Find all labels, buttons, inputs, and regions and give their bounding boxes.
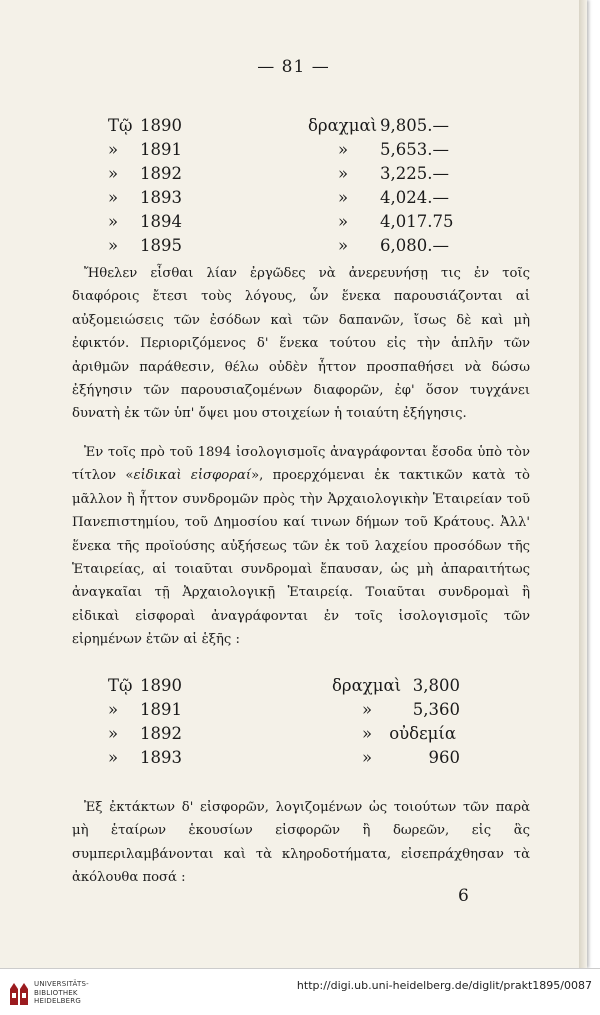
row-label: » (338, 212, 349, 231)
row-year: 1893 (140, 188, 182, 207)
row-value: 960 (428, 748, 460, 767)
row-value: οὐδεμία (389, 724, 456, 743)
row-value: 5,653.— (380, 140, 449, 159)
library-name-line: BIBLIOTHEK (34, 988, 78, 997)
row-label: δραχμαὶ (308, 116, 378, 135)
library-name-line: HEIDELBERG (34, 997, 81, 1005)
table-row (0, 700, 587, 724)
row-value: 4,017.75 (380, 212, 454, 231)
signature-mark: 6 (458, 886, 469, 906)
university-library-logo-icon (8, 979, 30, 1007)
table-row (0, 116, 587, 140)
table-row (0, 164, 587, 188)
body-paragraph-2 (72, 441, 530, 652)
row-label: » (362, 748, 373, 767)
row-year: 1891 (140, 700, 182, 719)
row-label: » (338, 236, 349, 255)
row-value: 4,024.— (380, 188, 449, 207)
row-prefix: » (108, 164, 119, 183)
emphasized-title: εἰδικαὶ εἰσφοραί (133, 468, 252, 484)
row-value: 6,080.— (380, 236, 449, 255)
row-value: 3,800 (412, 676, 460, 695)
row-label: » (362, 700, 373, 719)
row-year: 1892 (140, 164, 182, 183)
page-number: — 81 — (257, 57, 330, 77)
paragraph-text: Ἐν τοῖς πρὸ τοῦ 1894 ἰσολογισμοῖς ἀναγράφονται ἔσοδα ὑπὸ τὸν τίτλον « (72, 445, 530, 484)
row-label: » (338, 164, 349, 183)
row-value: 3,225.— (380, 164, 449, 183)
row-prefix: Τῷ (108, 676, 133, 695)
row-value: 5,360 (412, 700, 460, 719)
table-row (0, 236, 587, 260)
row-year: 1892 (140, 724, 182, 743)
row-prefix: » (108, 724, 119, 743)
row-prefix: » (108, 700, 119, 719)
row-prefix: » (108, 748, 119, 767)
table-row (0, 748, 587, 772)
source-url-link[interactable]: http://digi.ub.uni-heidelberg.de/diglit/prakt1895/0087 (296, 979, 592, 992)
row-prefix: » (108, 236, 119, 255)
table-row (0, 188, 587, 212)
body-paragraph-1: Ἤθελεν εἶσθαι λίαν ἐργῶδες νὰ ἀνερευνήσῃ τις ἐν τοῖς διαφόροις ἔτεσι τοὺς λόγους, ὧν ἕνεκα παρουσιάζονται αἱ αὐξομειώσεις τῶν ἐσόδων καὶ τῶν δαπανῶν, ἴσως δὲ καὶ μὴ ἐφικτόν. Περιοριζόμενος δ' ἕνεκα τούτου εἰς τὴν ἁπλῆν τῶν ἀριθμῶν παράθεσιν, θέλω οὐδὲν ἧττον προσπαθήσει νὰ δώσω ἐξήγησιν τῶν παρουσιαζομένων διαφορῶν, ἐφ' ὅσον τυγχάνει δυνατὴ ἐκ τῶν ὑπ' ὄψει μου στοιχείων ἡ τοιαύτη ἐξήγησις. (72, 266, 530, 422)
row-year: 1894 (140, 212, 182, 231)
row-year: 1890 (140, 676, 182, 695)
row-prefix: » (108, 212, 119, 231)
row-prefix: » (108, 188, 119, 207)
table-row (0, 212, 587, 236)
row-label: δραχμαὶ (332, 676, 402, 695)
row-year: 1895 (140, 236, 182, 255)
row-value: 9,805.— (380, 116, 449, 135)
row-prefix: » (108, 140, 119, 159)
viewer-footer (0, 968, 600, 1015)
table-row (0, 724, 587, 748)
row-label: » (338, 140, 349, 159)
table-row (0, 140, 587, 164)
row-year: 1891 (140, 140, 182, 159)
row-year: 1893 (140, 748, 182, 767)
library-name (34, 980, 89, 1006)
row-label: » (338, 188, 349, 207)
row-label: » (362, 724, 373, 743)
body-paragraph-3: Ἐξ ἐκτάκτων δ' εἰσφορῶν, λογιζομένων ὡς τοιούτων τῶν παρὰ μὴ ἑταίρων ἑκουσίων εἰσφορῶν ἢ δωρεῶν, εἰς ἃς συμπεριλαμβάνονται καὶ τὰ κληροδοτήματα, εἰσεπράχθησαν τὰ ἀκόλουθα ποσά : (72, 800, 530, 886)
paragraph-text: », προερχόμεναι ἐκ τακτικῶν κατὰ τὸ μᾶλλον ἢ ἧττον συνδρομῶν πρὸς τὴν Ἀρχαιολογικὴν Ἑταιρείαν τοῦ Πανεπιστημίου, τοῦ Δημοσίου καί τινων δήμων τοῦ Κράτους. Ἀλλ' ἕνεκα τῆς προϊούσης αὐξήσεως τῶν ἐκ τοῦ λαχείου προσόδων τῆς Ἑταιρείας, αἱ τοιαῦται συνδρομαὶ ἔπαυσαν, ὡς μὴ ἀπαραιτήτως ἀναγκαῖαι τῇ Ἀρχαιολογικῇ Ἑταιρείᾳ. Τοιαῦται συνδρομαὶ ἢ εἰδικαὶ εἰσφοραὶ ἀναγράφονται ἐν τοῖς ἰσολογισμοῖς τῶν εἰρημένων ἐτῶν αἱ ἑξῆς : (72, 468, 530, 648)
row-year: 1890 (140, 116, 182, 135)
table-row (0, 676, 587, 700)
library-name-line: UNIVERSITÄTS- (34, 980, 89, 988)
row-prefix: Τῷ (108, 116, 133, 135)
